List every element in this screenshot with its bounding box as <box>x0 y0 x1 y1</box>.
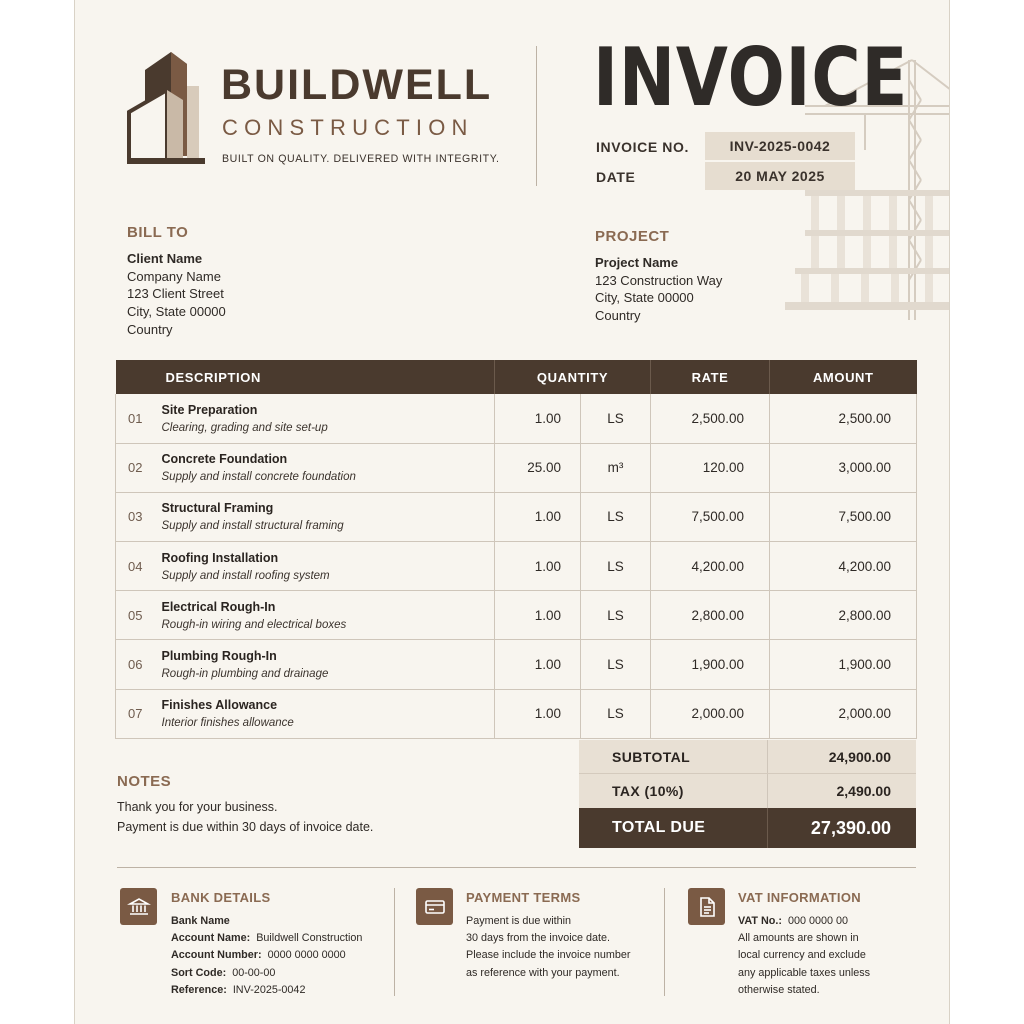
subtotal-row <box>579 740 916 774</box>
row-amount: 4,200.00 <box>770 542 917 591</box>
table-row <box>116 542 917 591</box>
table-row <box>116 689 917 738</box>
row-amount: 7,500.00 <box>770 492 917 541</box>
row-quantity: 1.00 <box>495 640 581 689</box>
tax-label: TAX (10%) <box>579 774 768 808</box>
bill-to-label: BILL TO <box>127 224 189 241</box>
payment-terms-line: Payment is due within <box>466 915 572 927</box>
building-logo-icon <box>127 50 207 166</box>
notes-line: Payment is due within 30 days of invoice date. <box>117 819 374 834</box>
company-tagline: BUILT ON QUALITY. DELIVERED WITH INTEGRITY. <box>222 153 500 165</box>
notes-line: Thank you for your business. <box>117 800 278 814</box>
notes-label: NOTES <box>117 773 172 790</box>
row-amount: 3,000.00 <box>770 443 917 492</box>
row-description <box>154 492 495 541</box>
bank-details-title: BANK DETAILS <box>171 890 271 905</box>
invoice-page <box>74 0 950 1024</box>
row-unit: LS <box>581 542 651 591</box>
row-unit: LS <box>581 492 651 541</box>
invoice-date-label: DATE <box>596 169 636 185</box>
total-due-row <box>579 808 916 848</box>
row-amount: 2,000.00 <box>770 689 917 738</box>
header-quantity: QUANTITY <box>495 360 651 394</box>
vat-number-value: 000 0000 00 <box>787 915 849 927</box>
payment-terms-title: PAYMENT TERMS <box>466 890 581 905</box>
line-items-table <box>115 360 917 739</box>
account-number-value: 0000 0000 0000 <box>267 949 346 962</box>
account-name-value: Buildwell Construction <box>256 932 363 945</box>
row-rate: 7,500.00 <box>651 492 770 541</box>
header-amount: AMOUNT <box>770 360 917 394</box>
payment-terms-line: Please include the invoice number <box>466 949 631 962</box>
invoice-date-value: 20 MAY 2025 <box>705 162 855 190</box>
row-number: 05 <box>116 591 154 640</box>
row-subtitle: Rough-in wiring and electrical boxes <box>161 618 347 631</box>
row-title: Plumbing Rough-In <box>161 649 277 664</box>
row-quantity: 1.00 <box>495 591 581 640</box>
invoice-title: INVOICE <box>593 31 909 124</box>
row-rate: 2,500.00 <box>651 394 770 443</box>
table-header-row <box>116 360 917 394</box>
table-row <box>116 640 917 689</box>
account-number-label: Account Number: <box>171 949 262 962</box>
row-description <box>154 443 495 492</box>
table-row <box>116 591 917 640</box>
company-name: BUILDWELL <box>221 61 493 109</box>
row-number: 06 <box>116 640 154 689</box>
row-unit: m³ <box>581 443 651 492</box>
account-name-label: Account Name: <box>171 932 251 945</box>
row-quantity: 1.00 <box>495 394 581 443</box>
vat-line: any applicable taxes unless <box>738 966 871 979</box>
client-company: Company Name <box>127 268 221 284</box>
sort-code-label: Sort Code: <box>171 966 227 979</box>
project-country: Country <box>595 308 641 324</box>
row-description <box>154 394 495 443</box>
vat-information-text <box>738 913 870 999</box>
row-subtitle: Supply and install structural framing <box>161 520 344 533</box>
row-title: Finishes Allowance <box>161 698 278 713</box>
row-subtitle: Supply and install roofing system <box>161 569 330 582</box>
footer-column-divider <box>394 888 395 996</box>
client-name: Client Name <box>127 251 203 266</box>
client-country: Country <box>127 321 173 337</box>
row-unit: LS <box>581 591 651 640</box>
row-rate: 1,900.00 <box>651 640 770 689</box>
bank-icon <box>120 888 157 925</box>
subtotal-label: SUBTOTAL <box>579 740 768 773</box>
header-divider <box>536 46 537 186</box>
row-description <box>154 542 495 591</box>
vat-line: otherwise stated. <box>738 983 820 996</box>
row-unit: LS <box>581 394 651 443</box>
row-number: 02 <box>116 443 154 492</box>
row-number: 01 <box>116 394 154 443</box>
client-street: 123 Client Street <box>127 286 224 302</box>
table-row <box>116 394 917 443</box>
row-quantity: 1.00 <box>495 542 581 591</box>
table-row <box>116 443 917 492</box>
row-description <box>154 640 495 689</box>
footer-column-divider <box>664 888 665 996</box>
row-unit: LS <box>581 689 651 738</box>
row-number: 03 <box>116 492 154 541</box>
vat-line: local currency and exclude <box>738 949 866 962</box>
document-icon <box>688 888 725 925</box>
row-rate: 4,200.00 <box>651 542 770 591</box>
project-label: PROJECT <box>595 228 670 245</box>
row-quantity: 1.00 <box>495 689 581 738</box>
payment-terms-text <box>466 913 630 982</box>
total-due-value: 27,390.00 <box>810 817 891 838</box>
vat-line: All amounts are shown in <box>738 932 859 945</box>
row-subtitle: Supply and install concrete foundation <box>161 471 356 484</box>
row-subtitle: Interior finishes allowance <box>161 717 294 730</box>
table-row <box>116 492 917 541</box>
reference-label: Reference: <box>171 983 227 996</box>
row-unit: LS <box>581 640 651 689</box>
header-rate: RATE <box>651 360 770 394</box>
row-title: Structural Framing <box>161 501 274 516</box>
invoice-number-value: INV-2025-0042 <box>705 132 855 160</box>
credit-card-icon <box>416 888 453 925</box>
project-name: Project Name <box>595 255 679 270</box>
row-title: Concrete Foundation <box>161 452 288 467</box>
tax-value: 2,490.00 <box>836 783 891 799</box>
header-description: DESCRIPTION <box>116 360 495 394</box>
tax-row <box>579 774 916 808</box>
client-city: City, State 00000 <box>127 304 226 320</box>
row-number: 07 <box>116 689 154 738</box>
row-amount: 2,800.00 <box>770 591 917 640</box>
row-quantity: 1.00 <box>495 492 581 541</box>
reference-value: INV-2025-0042 <box>232 983 306 996</box>
row-description <box>154 591 495 640</box>
row-amount: 1,900.00 <box>770 640 917 689</box>
row-title: Site Preparation <box>161 402 258 417</box>
row-description <box>154 689 495 738</box>
company-subtitle: CONSTRUCTION <box>222 115 474 140</box>
project-city: City, State 00000 <box>595 290 694 306</box>
project-address <box>595 254 722 325</box>
row-subtitle: Clearing, grading and site set-up <box>161 421 328 434</box>
payment-terms-line: 30 days from the invoice date. <box>466 932 611 945</box>
row-title: Electrical Rough-In <box>161 599 276 614</box>
row-quantity: 25.00 <box>495 443 581 492</box>
notes-text <box>117 798 373 837</box>
vat-number-label: VAT No.: <box>738 915 782 927</box>
row-rate: 120.00 <box>651 443 770 492</box>
bank-details-text <box>171 913 362 999</box>
subtotal-value: 24,900.00 <box>828 748 891 765</box>
payment-terms-line: as reference with your payment. <box>466 966 620 979</box>
row-subtitle: Rough-in plumbing and drainage <box>161 668 329 681</box>
row-rate: 2,000.00 <box>651 689 770 738</box>
row-number: 04 <box>116 542 154 591</box>
row-amount: 2,500.00 <box>770 394 917 443</box>
vat-information-title: VAT INFORMATION <box>738 890 861 905</box>
row-title: Roofing Installation <box>161 550 279 565</box>
footer-divider <box>117 867 916 868</box>
sort-code-value: 00-00-00 <box>232 966 276 979</box>
row-rate: 2,800.00 <box>651 591 770 640</box>
invoice-number-label: INVOICE NO. <box>596 139 689 155</box>
project-street: 123 Construction Way <box>595 272 723 288</box>
total-due-label: TOTAL DUE <box>579 808 768 848</box>
bank-name: Bank Name <box>171 915 230 927</box>
bill-to-address <box>127 250 226 339</box>
